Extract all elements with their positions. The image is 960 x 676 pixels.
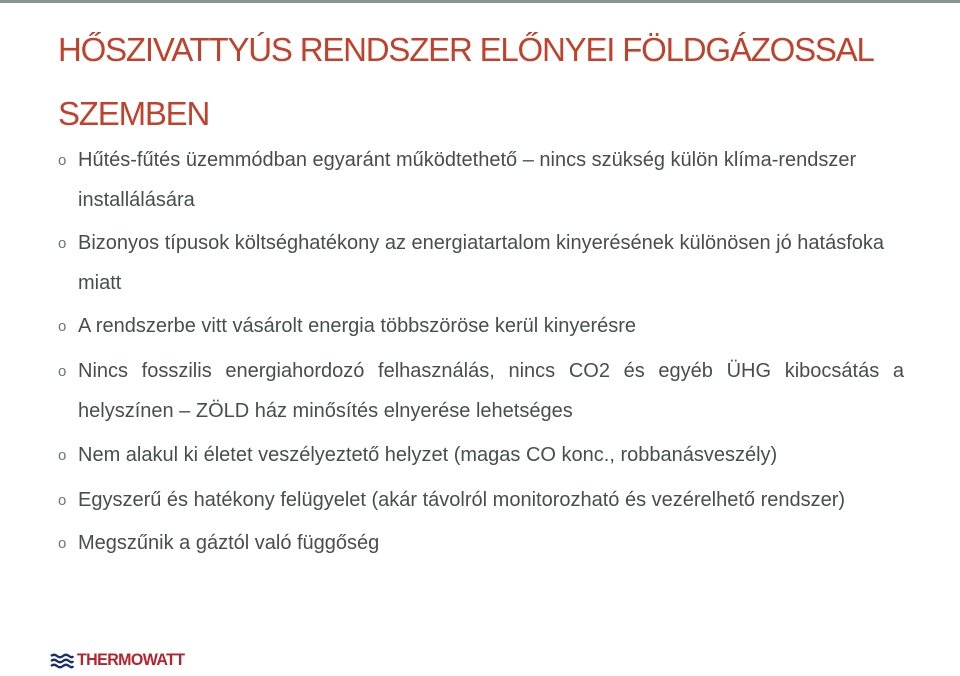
bullet-item bbox=[58, 523, 904, 563]
bullet-text: Megszűnik a gáztól való függőség bbox=[78, 532, 380, 554]
bullet-item bbox=[58, 351, 904, 431]
bullet-marker: o bbox=[58, 492, 67, 509]
bullet-item bbox=[58, 306, 904, 346]
bullet-item bbox=[58, 223, 904, 303]
bullet-marker: o bbox=[58, 535, 67, 552]
bullet-text: Bizonyos típusok költséghatékony az energiatartalom kinyerésének különösen jó hatásfoka miatt bbox=[78, 232, 885, 294]
bullet-item bbox=[58, 140, 904, 220]
bullet-text: Hűtés-fűtés üzemmódban egyaránt működtethető – nincs szükség külön klíma-rendszer installálására bbox=[78, 149, 857, 211]
bullet-marker: o bbox=[58, 235, 67, 252]
top-divider bbox=[0, 0, 960, 3]
bullet-item bbox=[58, 480, 904, 520]
bullet-list bbox=[58, 140, 904, 568]
waves-icon bbox=[50, 653, 74, 669]
logo-wordmark: THERMOWATT bbox=[77, 651, 185, 670]
bullet-item bbox=[58, 435, 904, 475]
bullet-marker: o bbox=[58, 447, 67, 464]
thermowatt-logo bbox=[50, 651, 184, 671]
bullet-text: Egyszerű és hatékony felügyelet (akár távolról monitorozható és vezérelhető rendszer) bbox=[78, 489, 846, 511]
bullet-marker: o bbox=[58, 363, 67, 380]
bullet-marker: o bbox=[58, 152, 67, 169]
slide-title: HŐSZIVATTYÚS RENDSZER ELŐNYEI FÖLDGÁZOSSAL SZEMBEN bbox=[58, 31, 873, 132]
bullet-text: Nem alakul ki életet veszélyeztető helyzet (magas CO konc., robbanásveszély) bbox=[78, 444, 778, 466]
bullet-text: Nincs fosszilis energiahordozó felhasználás, nincs CO2 és egyéb ÜHG kibocsátás a helyszínen – ZÖLD ház minősítés elnyerése lehetséges bbox=[78, 360, 904, 422]
bullet-marker: o bbox=[58, 318, 67, 335]
bullet-text: A rendszerbe vitt vásárolt energia többszöröse kerül kinyerésre bbox=[78, 315, 637, 337]
